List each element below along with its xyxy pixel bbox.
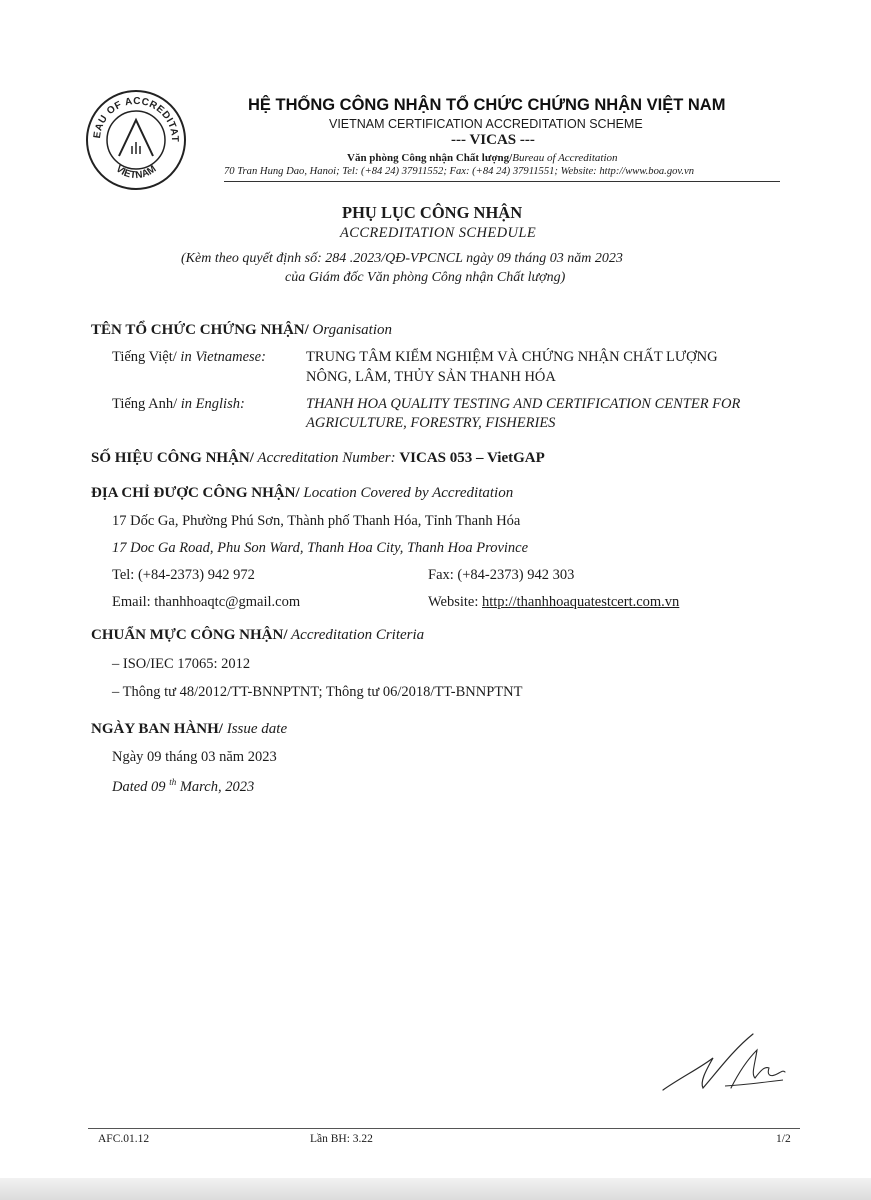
accreditation-number — [91, 450, 545, 467]
vietnamese-name-label — [112, 349, 266, 366]
issue-date-en-suffix: th — [169, 777, 177, 787]
revision-number: Lần BH: 3.22 — [310, 1133, 373, 1145]
form-code: AFC.01.12 — [98, 1133, 150, 1145]
accreditation-seal — [84, 88, 188, 192]
scheme-title-vi: HỆ THỐNG CÔNG NHẬN TỔ CHỨC CHỨNG NHẬN VIỆT NAM — [248, 96, 726, 114]
organisation-name-en-line1: THANH HOA QUALITY TESTING AND CERTIFICATION CENTER FOR — [306, 396, 741, 412]
seal-ring-text-bottom: VIETNAM — [113, 163, 159, 182]
location-heading-vi: ĐỊA CHỈ ĐƯỢC CÔNG NHẬN/ — [91, 485, 300, 501]
bureau-name-en: Bureau of Accreditation — [512, 152, 618, 164]
organisation-heading-en: Organisation — [308, 322, 392, 338]
issue-date-en-month: March, 2023 — [176, 778, 255, 795]
email: Email: thanhhoaqtc@gmail.com — [112, 594, 301, 610]
telephone: Tel: (+84-2373) 942 972 — [112, 567, 255, 583]
organisation-name-vi-line2: NÔNG, LÂM, THỦY SẢN THANH HÓA — [306, 369, 556, 385]
issue-date-vi: Ngày 09 tháng 03 năm 2023 — [112, 749, 277, 765]
organisation-heading — [91, 322, 392, 339]
organisation-name-vi-line1: TRUNG TÂM KIỂM NGHIỆM VÀ CHỨNG NHẬN CHẤT LƯỢNG — [306, 349, 718, 365]
english-name-label — [112, 396, 245, 413]
svg-text:BUREAU OF ACCREDITATION — [84, 88, 180, 143]
bureau-name-vi: Văn phòng Công nhận Chất lượng/ — [347, 152, 513, 164]
criteria-heading-vi: CHUẨN MỰC CÔNG NHẬN/ — [91, 627, 288, 643]
criteria-heading — [91, 627, 424, 644]
schedule-title-en: ACCREDITATION SCHEDULE — [340, 225, 537, 241]
seal-ring-text: EAU OF ACCREDITAT — [91, 95, 181, 143]
vietnamese-label-en: in Vietnamese: — [176, 349, 266, 365]
website — [428, 594, 679, 611]
issue-date-en — [112, 777, 254, 796]
schedule-title-vi: PHỤ LỤC CÔNG NHẬN — [342, 203, 523, 222]
criteria-item: – ISO/IEC 17065: 2012 — [112, 656, 251, 672]
footer-rule — [88, 1128, 800, 1129]
scheme-acronym: --- VICAS --- — [451, 132, 535, 148]
fax: Fax: (+84-2373) 942 303 — [428, 567, 575, 583]
accreditation-number-heading-en: Accreditation Number: — [253, 450, 400, 466]
svg-text:VIETNAM — [114, 164, 159, 182]
address-en: 17 Doc Ga Road, Phu Son Ward, Thanh Hoa City, Thanh Hoa Province — [112, 540, 529, 556]
english-label-en: in English: — [177, 396, 245, 412]
criteria-heading-en: Accreditation Criteria — [287, 627, 425, 643]
english-label-vi: Tiếng Anh/ — [112, 396, 178, 412]
organisation-name-en-line2: AGRICULTURE, FORESTRY, FISHERIES — [306, 415, 556, 431]
location-heading — [91, 485, 513, 502]
accreditation-number-heading-vi: SỐ HIỆU CÔNG NHẬN/ — [91, 450, 254, 466]
scheme-title-en: VIETNAM CERTIFICATION ACCREDITATION SCHEME — [329, 117, 643, 131]
bureau-contact: 70 Tran Hung Dao, Hanoi; Tel: (+84 24) 37911552; Fax: (+84 24) 37911551; Website: http://www.boa.gov.vn — [224, 166, 694, 177]
issue-date-heading-en: Issue date — [222, 721, 288, 737]
issue-date-heading-vi: NGÀY BAN HÀNH/ — [91, 721, 223, 737]
accreditation-number-value: VICAS 053 – VietGAP — [399, 450, 545, 466]
location-heading-en: Location Covered by Accreditation — [299, 485, 514, 501]
issue-date-heading — [91, 721, 287, 738]
criteria-item: – Thông tư 48/2012/TT-BNNPTNT; Thông tư 06/2018/TT-BNNPTNT — [112, 684, 523, 700]
bureau-name — [347, 152, 618, 164]
signature-image — [655, 1028, 795, 1098]
vietnamese-label-vi: Tiếng Việt/ — [112, 349, 177, 365]
header-rule — [224, 181, 780, 182]
address-vi: 17 Dốc Ga, Phường Phú Sơn, Thành phố Thanh Hóa, Tỉnh Thanh Hóa — [112, 513, 521, 529]
decision-issuer: của Giám đốc Văn phòng Công nhận Chất lượng) — [285, 270, 566, 285]
scan-edge-shadow — [0, 1178, 871, 1200]
decision-reference: (Kèm theo quyết định số: 284 .2023/QĐ-VPCNCL ngày 09 tháng 03 năm 2023 — [181, 251, 623, 266]
issue-date-en-day: Dated 09 — [112, 778, 170, 795]
page-number: 1/2 — [776, 1133, 791, 1145]
organisation-heading-vi: TÊN TỔ CHỨC CHỨNG NHẬN/ — [91, 322, 309, 338]
website-label: Website: — [428, 594, 482, 610]
website-link[interactable]: http://thanhhoaquatestcert.com.vn — [482, 594, 680, 610]
